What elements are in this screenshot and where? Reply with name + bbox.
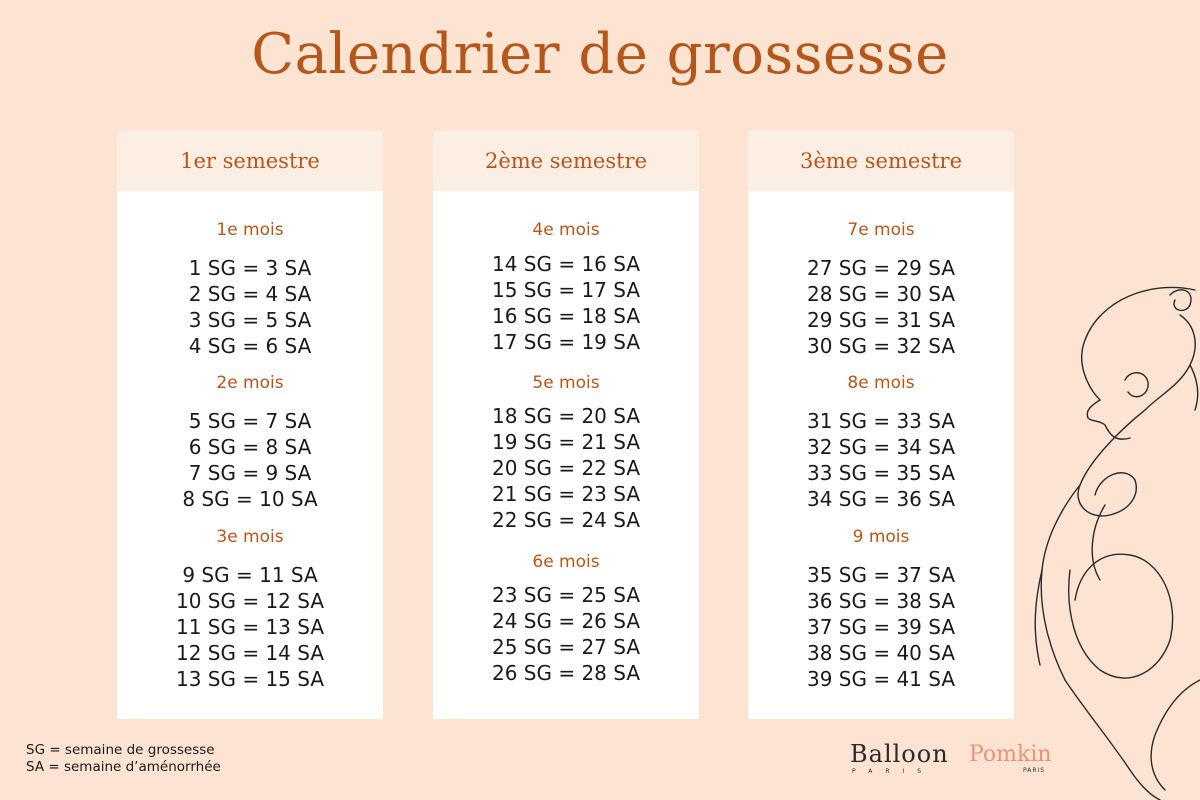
week-row: 31 SG = 33 SA (806, 409, 956, 433)
week-row: 39 SG = 41 SA (806, 667, 956, 691)
week-row: 15 SG = 17 SA (491, 278, 641, 302)
column-header: 1er semestre (117, 131, 383, 191)
column-3eme-semestre (748, 131, 1014, 719)
week-row: 24 SG = 26 SA (491, 609, 641, 633)
weeks-list (433, 582, 699, 686)
page-title: Calendrier de grossesse (251, 22, 949, 87)
legend (26, 742, 221, 776)
balloon-logo-subtitle: PARIS (852, 768, 935, 775)
week-row: 23 SG = 25 SA (491, 583, 641, 607)
month-label: 4e mois (532, 220, 600, 240)
week-row: 8 SG = 10 SA (182, 487, 318, 511)
month-label: 5e mois (532, 373, 600, 393)
week-row: 38 SG = 40 SA (806, 641, 956, 665)
weeks-list (748, 408, 1014, 512)
week-row: 12 SG = 14 SA (175, 641, 325, 665)
weeks-list (117, 255, 383, 359)
week-row: 32 SG = 34 SA (806, 435, 956, 459)
week-row: 28 SG = 30 SA (806, 282, 956, 306)
week-row: 18 SG = 20 SA (491, 404, 641, 428)
week-row: 36 SG = 38 SA (806, 589, 956, 613)
week-row: 37 SG = 39 SA (806, 615, 956, 639)
week-row: 6 SG = 8 SA (188, 435, 312, 459)
week-row: 13 SG = 15 SA (175, 667, 325, 691)
month-label: 7e mois (847, 220, 915, 240)
weeks-list (433, 251, 699, 355)
week-row: 9 SG = 11 SA (182, 563, 318, 587)
week-row: 11 SG = 13 SA (175, 615, 325, 639)
week-row: 27 SG = 29 SA (806, 256, 956, 280)
month-label: 6e mois (532, 552, 600, 572)
week-row: 34 SG = 36 SA (806, 487, 956, 511)
week-row: 33 SG = 35 SA (806, 461, 956, 485)
week-row: 3 SG = 5 SA (188, 308, 312, 332)
week-row: 10 SG = 12 SA (175, 589, 325, 613)
weeks-list (748, 562, 1014, 692)
month-label: 3e mois (216, 527, 284, 547)
pomkin-logo-subtitle: PARIS (1023, 767, 1046, 774)
week-row: 1 SG = 3 SA (188, 256, 312, 280)
week-row: 25 SG = 27 SA (491, 635, 641, 659)
week-row: 22 SG = 24 SA (491, 508, 641, 532)
weeks-list (748, 255, 1014, 359)
week-row: 2 SG = 4 SA (188, 282, 312, 306)
column-header: 3ème semestre (748, 131, 1014, 191)
week-row: 17 SG = 19 SA (491, 330, 641, 354)
week-row: 16 SG = 18 SA (491, 304, 641, 328)
week-row: 26 SG = 28 SA (491, 661, 641, 685)
week-row: 35 SG = 37 SA (806, 563, 956, 587)
column-header: 2ème semestre (433, 131, 699, 191)
week-row: 21 SG = 23 SA (491, 482, 641, 506)
weeks-list (117, 408, 383, 512)
week-row: 19 SG = 21 SA (491, 430, 641, 454)
weeks-list (433, 403, 699, 533)
column-2eme-semestre (433, 131, 699, 719)
week-row: 4 SG = 6 SA (188, 334, 312, 358)
column-1er-semestre (117, 131, 383, 719)
month-label: 8e mois (847, 373, 915, 393)
pregnant-woman-line-art-icon (1030, 270, 1200, 800)
weeks-list (117, 562, 383, 692)
legend-sg: SG = semaine de grossesse (26, 742, 215, 758)
month-label: 9 mois (852, 527, 910, 547)
pomkin-logo: Pomkin (969, 742, 1052, 767)
week-row: 14 SG = 16 SA (491, 252, 641, 276)
week-row: 5 SG = 7 SA (188, 409, 312, 433)
month-label: 1e mois (216, 220, 284, 240)
week-row: 7 SG = 9 SA (188, 461, 312, 485)
legend-sa: SA = semaine d’aménorrhée (26, 759, 221, 775)
month-label: 2e mois (216, 373, 284, 393)
week-row: 20 SG = 22 SA (491, 456, 641, 480)
week-row: 29 SG = 31 SA (806, 308, 956, 332)
balloon-logo: Balloon (850, 740, 949, 768)
week-row: 30 SG = 32 SA (806, 334, 956, 358)
